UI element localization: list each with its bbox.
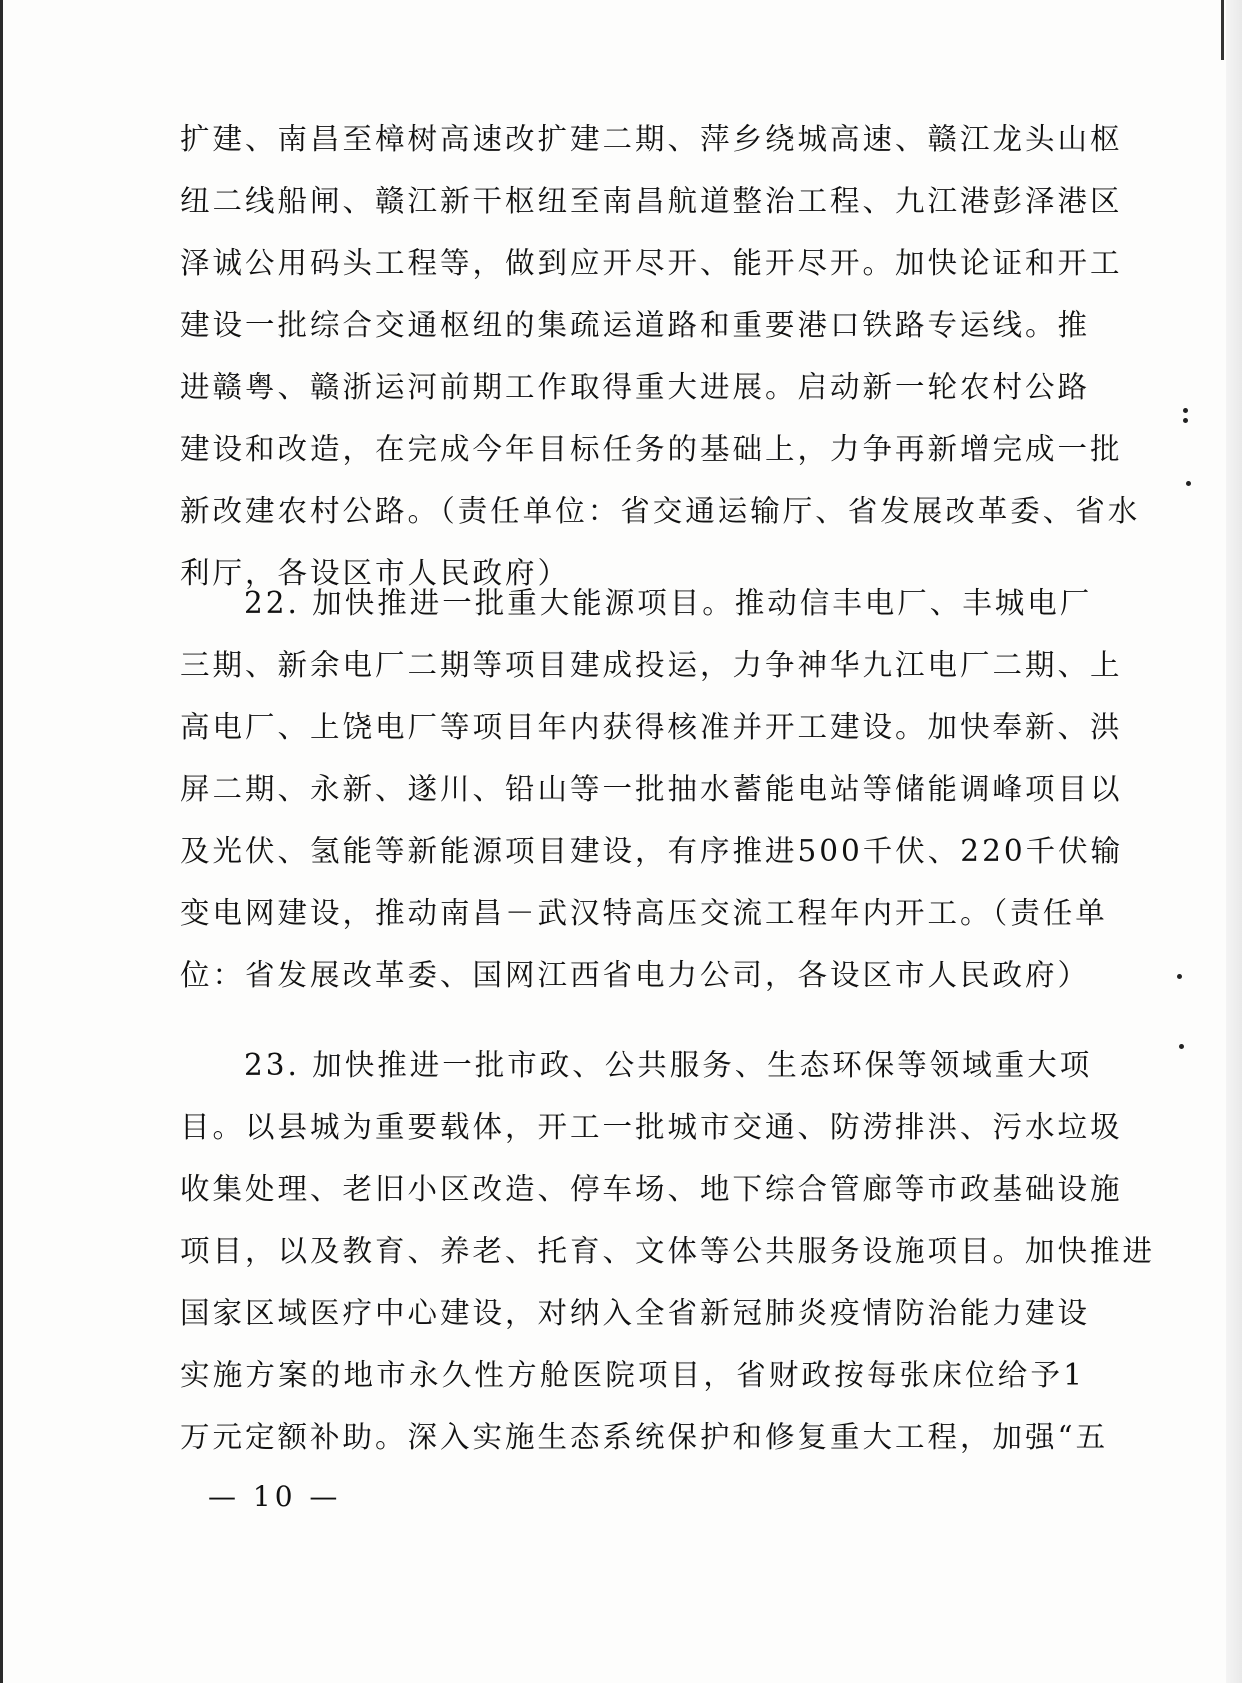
text-line: 项目，以及教育、养老、托育、文体等公共服务设施项目。加快推进 bbox=[180, 1234, 1156, 1268]
text-line: 三期、新余电厂二期等项目建成投运，力争神华九江电厂二期、上 bbox=[180, 648, 1123, 682]
text-line: 位：省发展改革委、国网江西省电力公司，各设区市人民政府） bbox=[180, 958, 1091, 992]
scan-speck bbox=[1186, 481, 1191, 486]
scan-edge-right bbox=[1226, 0, 1242, 1683]
text-line: 建设一批综合交通枢纽的集疏运道路和重要港口铁路专运线。推 bbox=[180, 308, 1091, 342]
text-line: 利厅，各设区市人民政府） bbox=[180, 556, 571, 590]
text-line: 及光伏、氢能等新能源项目建设，有序推进500千伏、220千伏输 bbox=[180, 834, 1124, 868]
page-number: — 10 — bbox=[208, 1480, 342, 1513]
text-line: 泽诚公用码头工程等，做到应开尽开、能开尽开。加快论证和开工 bbox=[180, 246, 1123, 280]
scan-speck bbox=[1179, 1044, 1184, 1049]
text-line: 国家区域医疗中心建设，对纳入全省新冠肺炎疫情防治能力建设 bbox=[180, 1296, 1091, 1330]
item-heading-line: 23. 加快推进一批市政、公共服务、生态环保等领域重大项 bbox=[244, 1048, 1093, 1082]
text-line: 建设和改造，在完成今年目标任务的基础上，力争再新增完成一批 bbox=[180, 432, 1123, 466]
text-line: 进赣粤、赣浙运河前期工作取得重大进展。启动新一轮农村公路 bbox=[180, 370, 1091, 404]
paragraph-21-continuation bbox=[180, 108, 1141, 604]
text-line: 高电厂、上饶电厂等项目年内获得核准并开工建设。加快奉新、洪 bbox=[180, 710, 1123, 744]
text-line: 新改建农村公路。（责任单位：省交通运输厅、省发展改革委、省水 bbox=[180, 494, 1141, 528]
text-line: 扩建、南昌至樟树高速改扩建二期、萍乡绕城高速、赣江龙头山枢 bbox=[180, 122, 1123, 156]
text-line: 实施方案的地市永久性方舱医院项目，省财政按每张床位给予1 bbox=[180, 1358, 1085, 1392]
item-heading-line: 22. 加快推进一批重大能源项目。推动信丰电厂、丰城电厂 bbox=[244, 586, 1093, 620]
scan-speck bbox=[1183, 408, 1188, 413]
text-line: 变电网建设，推动南昌－武汉特高压交流工程年内开工。（责任单 bbox=[180, 896, 1108, 930]
text-line: 收集处理、老旧小区改造、停车场、地下综合管廊等市政基础设施 bbox=[180, 1172, 1123, 1206]
scan-edge-left bbox=[0, 0, 3, 1683]
text-line: 屏二期、永新、遂川、铅山等一批抽水蓄能电站等储能调峰项目以 bbox=[180, 772, 1123, 806]
scan-speck bbox=[1183, 418, 1188, 423]
scan-edge-top-right bbox=[1221, 0, 1224, 60]
paragraph-item-22 bbox=[180, 572, 1124, 1006]
paragraph-item-23 bbox=[180, 1034, 1156, 1468]
text-line: 目。以县城为重要载体，开工一批城市交通、防涝排洪、污水垃圾 bbox=[180, 1110, 1123, 1144]
text-line: 纽二线船闸、赣江新干枢纽至南昌航道整治工程、九江港彭泽港区 bbox=[180, 184, 1123, 218]
scan-speck bbox=[1177, 974, 1182, 979]
text-line: 万元定额补助。深入实施生态系统保护和修复重大工程，加强“五 bbox=[180, 1420, 1109, 1454]
